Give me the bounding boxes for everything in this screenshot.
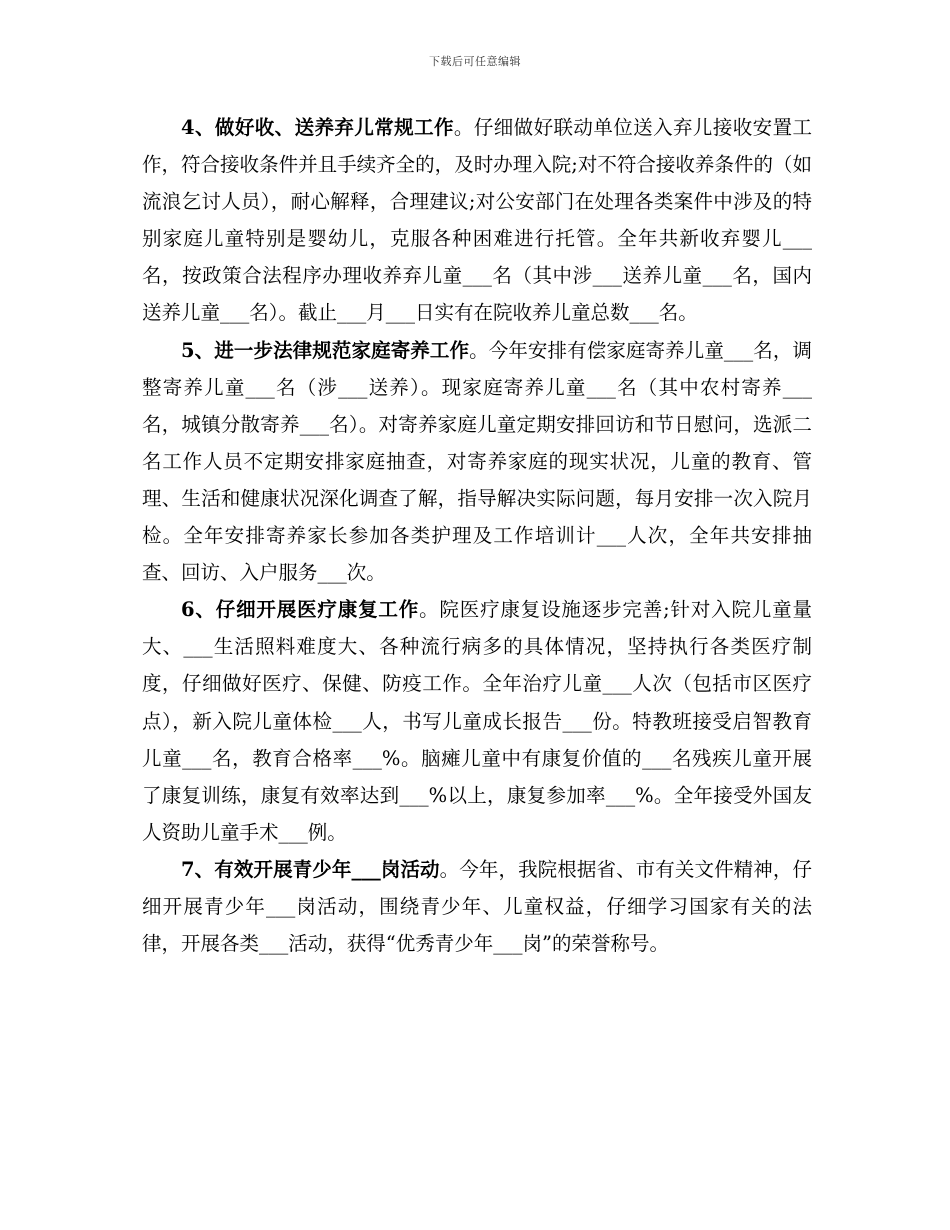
page-header-note: 下载后可任意编辑 (429, 55, 521, 68)
paragraph-section-6 (142, 591, 812, 851)
section-body: 。仔细做好联动单位送入弃儿接收安置工作，符合接收条件并且手续齐全的，及时办理入院;对不符合接收养条件的（如流浪乞讨人员），耐心解释，合理建议;对公安部门在处理各类案件中涉及的特别家庭儿童特别是婴幼儿，克服各种困难进行托管。全年共新收弃婴儿___名，按政策合法程序办理收养弃儿童___名（其中涉___送养儿童___名，国内送养儿童___名）。截止___月___日实有在院收养儿童总数___名。 (142, 116, 812, 325)
section-title: 5、进一步法律规范家庭寄养工作 (181, 338, 470, 362)
document-body (142, 109, 812, 962)
section-title: 7、有效开展青少年___岗活动 (181, 857, 440, 881)
paragraph-section-7 (142, 851, 812, 962)
section-body: 。今年安排有偿家庭寄养儿童___名，调整寄养儿童___名（涉___送养）。现家庭寄养儿童___名（其中农村寄养___名，城镇分散寄养___名）。对寄养家庭儿童定期安排回访和节日慰问，选派二名工作人员不定期安排家庭抽查，对寄养家庭的现实状况，儿童的教育、管理、生活和健康状况深化调查了解，指导解决实际问题，每月安排一次入院月检。全年安排寄养家长参加各类护理及工作培训计___人次，全年共安排抽查、回访、入户服务___次。 (142, 338, 812, 585)
section-body: 。院医疗康复设施逐步完善;针对入院儿童量大、___生活照料难度大、各种流行病多的具体情况，坚持执行各类医疗制度，仔细做好医疗、保健、防疫工作。全年治疗儿童___人次（包括市区医疗点），新入院儿童体检___人，书写儿童成长报告___份。特教班接受启智教育儿童___名，教育合格率___%。脑瘫儿童中有康复价值的___名残疾儿童开展了康复训练，康复有效率达到___%以上，康复参加率___%。全年接受外国友人资助儿童手术___例。 (142, 598, 812, 844)
paragraph-section-4 (142, 109, 812, 332)
section-title: 4、做好收、送养弃儿常规工作 (181, 116, 454, 139)
section-body: 。今年，我院根据省、市有关文件精神，仔细开展青少年___岗活动，围绕青少年、儿童权益，仔细学习国家有关的法律，开展各类___活动，获得“优秀青少年___岗”的荣誉称号。 (142, 857, 812, 956)
paragraph-section-5 (142, 332, 812, 592)
section-title: 6、仔细开展医疗康复工作 (181, 598, 420, 622)
